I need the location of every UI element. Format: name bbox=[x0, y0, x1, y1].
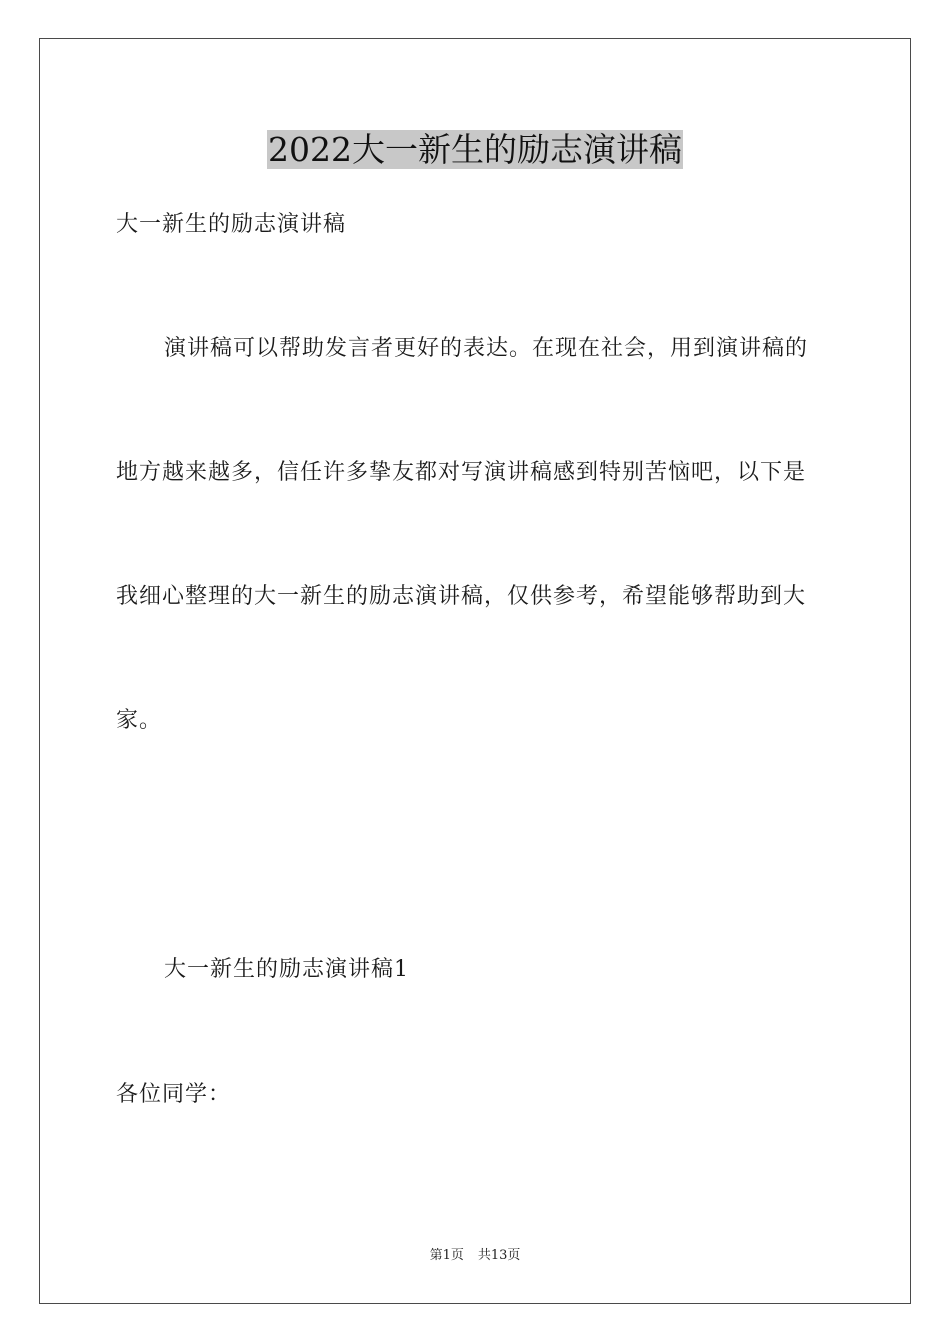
page-footer bbox=[0, 1247, 950, 1265]
paragraph-line-2: 地方越来越多，信任许多挚友都对写演讲稿感到特别苦恼吧，以下是 bbox=[116, 460, 807, 485]
paragraph-line-3: 我细心整理的大一新生的励志演讲稿，仅供参考，希望能够帮助到大 bbox=[116, 584, 807, 609]
section-heading: 大一新生的励志演讲稿1 bbox=[164, 957, 409, 982]
subtitle-line: 大一新生的励志演讲稿 bbox=[116, 212, 347, 237]
page-number: 第1页 bbox=[429, 1248, 464, 1263]
total-pages: 共13页 bbox=[477, 1248, 521, 1263]
salutation-line: 各位同学： bbox=[116, 1082, 232, 1107]
document-title bbox=[0, 128, 950, 172]
paragraph-line-1: 演讲稿可以帮助发言者更好的表达。在现在社会，用到演讲稿的 bbox=[164, 336, 809, 361]
document-title-text: 2022大一新生的励志演讲稿 bbox=[268, 130, 682, 169]
paragraph-line-4: 家。 bbox=[116, 708, 163, 733]
